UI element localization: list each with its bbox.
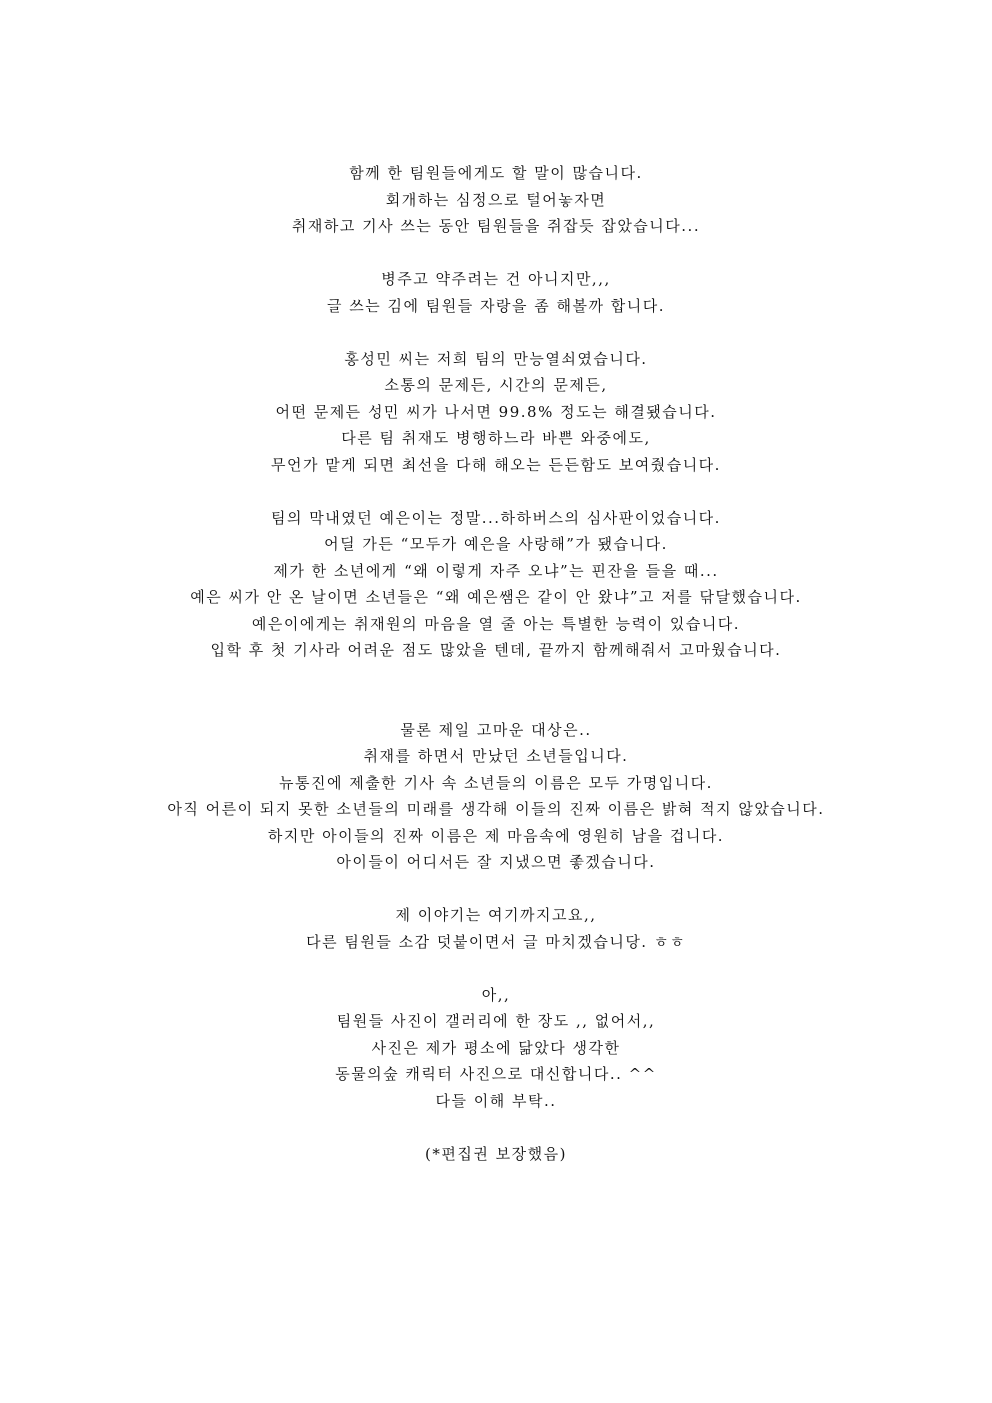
text-line: 어떤 문제든 성민 씨가 나서면 99.8% 정도는 해결됐습니다. xyxy=(275,402,717,421)
text-line: 예은 씨가 안 온 날이면 소년들은 “왜 예은쌤은 같이 안 왔냐”고 저를 닦달했습니다. xyxy=(190,588,802,606)
text-line: 홍성민 씨는 저희 팀의 만능열쇠였습니다. xyxy=(344,349,648,368)
text-line: 다들 이해 부탁.. xyxy=(435,1091,557,1110)
text-line: 글 쓰는 김에 팀원들 자랑을 좀 해볼까 합니다. xyxy=(327,296,665,315)
document-body xyxy=(0,160,992,1194)
text-line: 팀원들 사진이 갤러리에 한 장도 ,, 없어서,, xyxy=(336,1012,656,1030)
paragraph-photo-note xyxy=(0,982,992,1115)
text-line: 회개하는 심정으로 털어놓자면 xyxy=(385,190,607,209)
text-line: 취재하고 기사 쓰는 동안 팀원들을 쥐잡듯 잡았습니다... xyxy=(291,217,701,235)
paragraph-member-yeeun xyxy=(0,505,992,664)
text-line: 뉴통진에 제출한 기사 속 소년들의 이름은 모두 가명입니다. xyxy=(279,773,713,792)
paragraph-thanks-boys xyxy=(0,717,992,876)
text-line: 동물의숲 캐릭터 사진으로 대신합니다.. ^^ xyxy=(335,1065,657,1083)
text-line: 제가 한 소년에게 “왜 이렇게 자주 오냐”는 핀잔을 들을 때... xyxy=(273,561,719,580)
paragraph-member-seongmin xyxy=(0,346,992,479)
paragraph-closing xyxy=(0,902,992,955)
text-line: 입학 후 첫 기사라 어려운 점도 많았을 텐데, 끝까지 함께해줘서 고마웠습니다. xyxy=(210,641,782,659)
text-line: 제 이야기는 여기까지고요,, xyxy=(395,906,597,924)
text-line: (*편집권 보장했음) xyxy=(425,1144,567,1163)
paragraph-thanks-team xyxy=(0,160,992,240)
text-line: 어딜 가든 “모두가 예은을 사랑해”가 됐습니다. xyxy=(324,535,668,553)
text-line: 아직 어른이 되지 못한 소년들의 미래를 생각해 이들의 진짜 이름은 밝혀 적지 않았습니다. xyxy=(167,800,825,818)
text-line: 병주고 약주려는 건 아니지만,,, xyxy=(381,270,611,288)
text-line: 예은이에게는 취재원의 마음을 열 줄 아는 특별한 능력이 있습니다. xyxy=(251,614,741,633)
text-line: 무언가 맡게 되면 최선을 다해 해오는 든든함도 보여줬습니다. xyxy=(271,455,721,474)
text-line: 다른 팀원들 소감 덧붙이면서 글 마치겠습니당. ㅎㅎ xyxy=(306,932,686,951)
text-line: 아,, xyxy=(481,985,511,1004)
text-line: 팀의 막내였던 예은이는 정말...하하버스의 심사판이었습니다. xyxy=(271,508,721,527)
paragraph-editorial-note xyxy=(0,1141,992,1168)
text-line: 물론 제일 고마운 대상은.. xyxy=(400,720,592,739)
text-line: 취재를 하면서 만났던 소년들입니다. xyxy=(363,747,629,765)
text-line: 아이들이 어디서든 잘 지냈으면 좋겠습니다. xyxy=(336,853,656,871)
text-line: 하지만 아이들의 진짜 이름은 제 마음속에 영원히 남을 겁니다. xyxy=(267,826,725,845)
text-line: 사진은 제가 평소에 닮았다 생각한 xyxy=(371,1038,621,1057)
text-line: 함께 한 팀원들에게도 할 말이 많습니다. xyxy=(349,164,643,182)
paragraph-team-intro xyxy=(0,266,992,319)
text-line: 다른 팀 취재도 병행하느라 바쁜 와중에도, xyxy=(341,429,651,447)
text-line: 소통의 문제든, 시간의 문제든, xyxy=(384,376,608,394)
